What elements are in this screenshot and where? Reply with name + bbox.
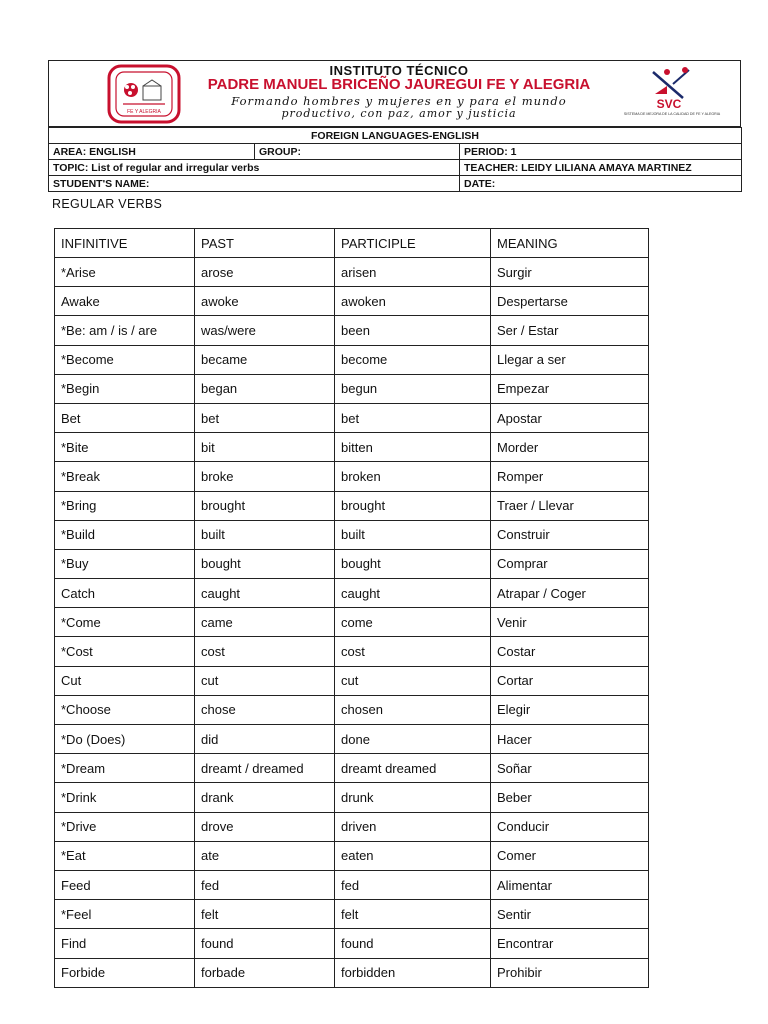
- meaning-cell: Despertarse: [491, 287, 649, 316]
- institution-name: PADRE MANUEL BRICEÑO JAUREGUI FE Y ALEGRIA: [207, 76, 591, 93]
- column-header-infinitive: INFINITIVE: [55, 229, 195, 258]
- infinitive-cell: Cut: [55, 666, 195, 695]
- past-cell: awoke: [195, 287, 335, 316]
- participle-cell: fed: [335, 870, 491, 899]
- verb-table-body: [55, 258, 649, 988]
- table-row: [55, 870, 649, 899]
- past-cell: built: [195, 520, 335, 549]
- meaning-cell: Llegar a ser: [491, 345, 649, 374]
- infinitive-cell: *Begin: [55, 374, 195, 403]
- meaning-cell: Elegir: [491, 695, 649, 724]
- table-row: [55, 929, 649, 958]
- infinitive-cell: *Build: [55, 520, 195, 549]
- infinitive-cell: *Drive: [55, 812, 195, 841]
- column-header-participle: PARTICIPLE: [335, 229, 491, 258]
- past-cell: ate: [195, 841, 335, 870]
- fe-y-alegria-logo: [107, 64, 181, 124]
- past-cell: was/were: [195, 316, 335, 345]
- participle-cell: bought: [335, 549, 491, 578]
- participle-cell: bet: [335, 403, 491, 432]
- infinitive-cell: Feed: [55, 870, 195, 899]
- past-cell: drank: [195, 783, 335, 812]
- table-row: [55, 287, 649, 316]
- past-cell: fed: [195, 870, 335, 899]
- infinitive-cell: *Feel: [55, 900, 195, 929]
- past-cell: forbade: [195, 958, 335, 987]
- infinitive-cell: *Bring: [55, 491, 195, 520]
- table-row: [55, 666, 649, 695]
- logo-left-text: FE Y ALEGRIA: [127, 109, 161, 115]
- participle-cell: built: [335, 520, 491, 549]
- participle-cell: awoken: [335, 287, 491, 316]
- meaning-cell: Traer / Llevar: [491, 491, 649, 520]
- past-cell: caught: [195, 579, 335, 608]
- infinitive-cell: *Eat: [55, 841, 195, 870]
- infinitive-cell: *Drink: [55, 783, 195, 812]
- table-row: [55, 579, 649, 608]
- participle-cell: begun: [335, 374, 491, 403]
- table-row: [55, 637, 649, 666]
- participle-cell: brought: [335, 491, 491, 520]
- table-row: [55, 725, 649, 754]
- past-cell: drove: [195, 812, 335, 841]
- table-row: [55, 841, 649, 870]
- school-header: [48, 60, 741, 127]
- subject-title: FOREIGN LANGUAGES-ENGLISH: [49, 128, 742, 144]
- participle-cell: driven: [335, 812, 491, 841]
- meaning-cell: Costar: [491, 637, 649, 666]
- infinitive-cell: Find: [55, 929, 195, 958]
- past-cell: felt: [195, 900, 335, 929]
- table-row: [55, 754, 649, 783]
- table-row: [55, 462, 649, 491]
- participle-cell: forbidden: [335, 958, 491, 987]
- table-row: [55, 608, 649, 637]
- meaning-cell: Surgir: [491, 258, 649, 287]
- infinitive-cell: *Cost: [55, 637, 195, 666]
- meaning-cell: Ser / Estar: [491, 316, 649, 345]
- infinitive-cell: *Break: [55, 462, 195, 491]
- student-name-label: STUDENT'S NAME:: [49, 176, 460, 192]
- past-cell: cost: [195, 637, 335, 666]
- institution-type: INSTITUTO TÉCNICO: [329, 63, 469, 78]
- meaning-cell: Prohibir: [491, 958, 649, 987]
- past-cell: chose: [195, 695, 335, 724]
- past-cell: came: [195, 608, 335, 637]
- meaning-cell: Comer: [491, 841, 649, 870]
- past-cell: began: [195, 374, 335, 403]
- motto-line-2: productivo, con paz, amor y justicia: [281, 107, 517, 120]
- participle-cell: become: [335, 345, 491, 374]
- table-row: [55, 958, 649, 987]
- past-cell: bet: [195, 403, 335, 432]
- past-cell: became: [195, 345, 335, 374]
- table-row: [55, 491, 649, 520]
- participle-cell: done: [335, 725, 491, 754]
- table-row: [55, 900, 649, 929]
- period-label: PERIOD: 1: [460, 144, 742, 160]
- infinitive-cell: *Bite: [55, 433, 195, 462]
- table-row: [55, 316, 649, 345]
- table-row: [55, 403, 649, 432]
- infinitive-cell: Forbide: [55, 958, 195, 987]
- meaning-cell: Construir: [491, 520, 649, 549]
- meaning-cell: Morder: [491, 433, 649, 462]
- infinitive-cell: *Arise: [55, 258, 195, 287]
- infinitive-cell: *Become: [55, 345, 195, 374]
- meaning-cell: Alimentar: [491, 870, 649, 899]
- table-row: [55, 433, 649, 462]
- participle-cell: eaten: [335, 841, 491, 870]
- participle-cell: broken: [335, 462, 491, 491]
- svc-logo: [609, 64, 735, 124]
- meaning-cell: Encontrar: [491, 929, 649, 958]
- table-row: [55, 812, 649, 841]
- past-cell: broke: [195, 462, 335, 491]
- meaning-cell: Cortar: [491, 666, 649, 695]
- participle-cell: chosen: [335, 695, 491, 724]
- participle-cell: felt: [335, 900, 491, 929]
- participle-cell: dreamt dreamed: [335, 754, 491, 783]
- infinitive-cell: *Dream: [55, 754, 195, 783]
- participle-cell: drunk: [335, 783, 491, 812]
- participle-cell: come: [335, 608, 491, 637]
- infinitive-cell: *Choose: [55, 695, 195, 724]
- date-label: DATE:: [460, 176, 742, 192]
- column-header-past: PAST: [195, 229, 335, 258]
- past-cell: dreamt / dreamed: [195, 754, 335, 783]
- meaning-cell: Conducir: [491, 812, 649, 841]
- group-label: GROUP:: [255, 144, 460, 160]
- table-row: [55, 374, 649, 403]
- meaning-cell: Sentir: [491, 900, 649, 929]
- meaning-cell: Soñar: [491, 754, 649, 783]
- table-row: [55, 549, 649, 578]
- participle-cell: arisen: [335, 258, 491, 287]
- meaning-cell: Apostar: [491, 403, 649, 432]
- meaning-cell: Hacer: [491, 725, 649, 754]
- table-row: [55, 520, 649, 549]
- logo-right-text: SVC: [656, 97, 682, 111]
- infinitive-cell: Bet: [55, 403, 195, 432]
- meaning-cell: Beber: [491, 783, 649, 812]
- infinitive-cell: Catch: [55, 579, 195, 608]
- verb-table: [54, 228, 649, 988]
- past-cell: brought: [195, 491, 335, 520]
- past-cell: arose: [195, 258, 335, 287]
- topic-label: TOPIC: List of regular and irregular verbs: [49, 160, 460, 176]
- meaning-cell: Romper: [491, 462, 649, 491]
- motto-line-1: Formando hombres y mujeres en y para el mundo: [231, 94, 567, 108]
- participle-cell: cut: [335, 666, 491, 695]
- past-cell: bought: [195, 549, 335, 578]
- past-cell: cut: [195, 666, 335, 695]
- table-row: [55, 695, 649, 724]
- logo-right-caption: SISTEMA DE MEJORA DE LA CALIDAD DE FE Y ALEGRIA: [623, 112, 721, 116]
- table-row: [55, 258, 649, 287]
- infinitive-cell: *Do (Does): [55, 725, 195, 754]
- meaning-cell: Venir: [491, 608, 649, 637]
- infinitive-cell: Awake: [55, 287, 195, 316]
- meaning-cell: Atrapar / Coger: [491, 579, 649, 608]
- teacher-label: TEACHER: LEIDY LILIANA AMAYA MARTINEZ: [460, 160, 742, 176]
- participle-cell: bitten: [335, 433, 491, 462]
- infinitive-cell: *Come: [55, 608, 195, 637]
- meaning-cell: Empezar: [491, 374, 649, 403]
- table-header-row: [55, 229, 649, 258]
- participle-cell: caught: [335, 579, 491, 608]
- infinitive-cell: *Buy: [55, 549, 195, 578]
- area-label: AREA: ENGLISH: [49, 144, 255, 160]
- participle-cell: been: [335, 316, 491, 345]
- course-info-table: [48, 127, 742, 192]
- participle-cell: found: [335, 929, 491, 958]
- meaning-cell: Comprar: [491, 549, 649, 578]
- past-cell: found: [195, 929, 335, 958]
- participle-cell: cost: [335, 637, 491, 666]
- section-title: REGULAR VERBS: [52, 197, 163, 211]
- past-cell: did: [195, 725, 335, 754]
- past-cell: bit: [195, 433, 335, 462]
- column-header-meaning: MEANING: [491, 229, 649, 258]
- infinitive-cell: *Be: am / is / are: [55, 316, 195, 345]
- table-row: [55, 345, 649, 374]
- table-row: [55, 783, 649, 812]
